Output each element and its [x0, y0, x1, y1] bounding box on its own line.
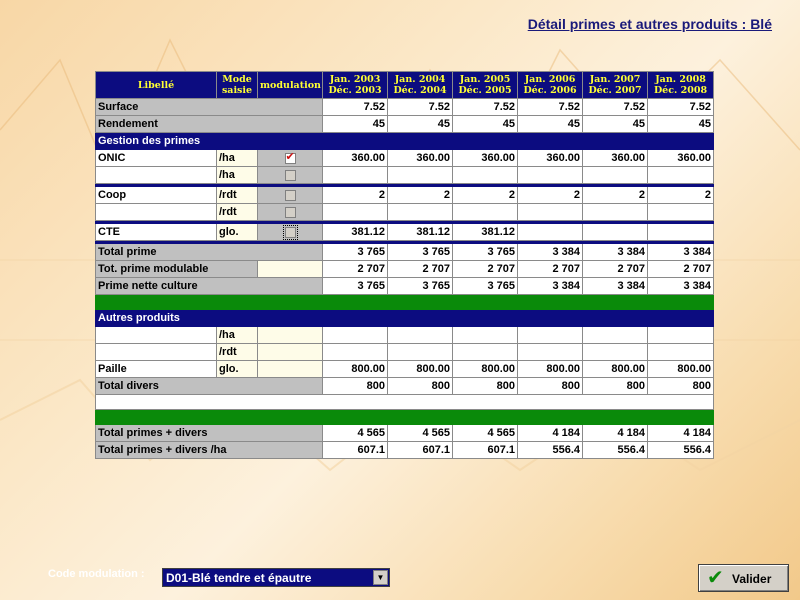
row-surface [96, 99, 714, 116]
modulation-checkbox-cell[interactable] [258, 204, 323, 221]
row-label: Surface [96, 99, 323, 116]
cell-value[interactable] [583, 167, 648, 184]
cell-value[interactable]: 45 [583, 116, 648, 133]
col-header-year-2007: Jan. 2007 Déc. 2007 [583, 72, 648, 99]
checkbox-icon[interactable] [285, 170, 296, 181]
cell-value[interactable]: 800.00 [583, 361, 648, 378]
row-autres-2 [96, 344, 714, 361]
cell-value: 3 765 [453, 278, 518, 295]
cell-value: 4 565 [323, 425, 388, 442]
cell-value[interactable]: 7.52 [388, 99, 453, 116]
cell-value: 800 [453, 378, 518, 395]
row-prime-nette [96, 278, 714, 295]
cell-value[interactable]: 800.00 [453, 361, 518, 378]
cell-value[interactable]: 2 [583, 187, 648, 204]
cell-value: 3 765 [323, 278, 388, 295]
cell-value: 2 707 [453, 261, 518, 278]
cell-value[interactable] [323, 327, 388, 344]
mode-saisie[interactable]: /ha [217, 167, 258, 184]
cell-value: 800 [388, 378, 453, 395]
section-title: Gestion des primes [96, 133, 714, 150]
checkmark-icon: ✔ [707, 567, 724, 589]
row-label: Total prime [96, 244, 323, 261]
mode-saisie[interactable]: glo. [217, 361, 258, 378]
mode-saisie[interactable]: /rdt [217, 344, 258, 361]
mode-saisie[interactable]: /ha [217, 327, 258, 344]
green-band [96, 295, 714, 310]
cell-value[interactable]: 7.52 [583, 99, 648, 116]
cell-value[interactable]: 7.52 [453, 99, 518, 116]
cell-value[interactable] [583, 344, 648, 361]
cell-value[interactable] [518, 327, 583, 344]
section-autres-produits [96, 310, 714, 327]
cell-value[interactable] [648, 344, 714, 361]
cell-value[interactable]: 45 [388, 116, 453, 133]
modulation-checkbox-cell[interactable] [258, 150, 323, 167]
row-cte [96, 224, 714, 241]
checkbox-icon[interactable] [285, 227, 296, 238]
row-label: Total primes + divers /ha [96, 442, 323, 459]
cell-value: 556.4 [583, 442, 648, 459]
cell-value[interactable] [518, 204, 583, 221]
modulation-cell [258, 361, 323, 378]
row-label[interactable]: ONIC [96, 150, 217, 167]
cell-value[interactable] [323, 204, 388, 221]
checkbox-icon[interactable] [285, 190, 296, 201]
cell-value[interactable] [388, 204, 453, 221]
cell-value[interactable] [583, 224, 648, 241]
cell-value: 2 707 [583, 261, 648, 278]
cell-value[interactable]: 360.00 [453, 150, 518, 167]
row-label: Tot. prime modulable [96, 261, 258, 278]
cell-value[interactable] [388, 167, 453, 184]
checkbox-icon[interactable] [285, 207, 296, 218]
checkbox-checked-icon[interactable] [285, 153, 296, 164]
row-total-primes-divers-ha [96, 442, 714, 459]
col-header-year-2004: Jan. 2004 Déc. 2004 [388, 72, 453, 99]
cell-value[interactable] [648, 167, 714, 184]
primes-table [95, 71, 714, 459]
row-onic [96, 150, 714, 167]
cell-value[interactable]: 381.12 [323, 224, 388, 241]
col-header-year-2003: Jan. 2003 Déc. 2003 [323, 72, 388, 99]
cell-value: 3 765 [453, 244, 518, 261]
row-tot-prime-modulable [96, 261, 714, 278]
row-autres-1 [96, 327, 714, 344]
cell-value[interactable]: 800.00 [323, 361, 388, 378]
mode-saisie[interactable]: /ha [217, 150, 258, 167]
cell-value: 3 765 [388, 278, 453, 295]
row-label[interactable]: CTE [96, 224, 217, 241]
col-header-libelle: Libellé [96, 72, 217, 99]
cell-value: 4 565 [388, 425, 453, 442]
cell-value[interactable] [583, 204, 648, 221]
cell-value[interactable] [648, 224, 714, 241]
row-paille [96, 361, 714, 378]
row-coop-2 [96, 204, 714, 221]
cell-value[interactable] [453, 327, 518, 344]
cell-value: 800 [648, 378, 714, 395]
cell-value[interactable]: 7.52 [323, 99, 388, 116]
header-row [96, 72, 714, 99]
row-label[interactable] [96, 327, 217, 344]
row-total-divers [96, 378, 714, 395]
cell-value[interactable] [648, 204, 714, 221]
cell-value: 3 384 [648, 278, 714, 295]
cell-value: 607.1 [388, 442, 453, 459]
row-rendement [96, 116, 714, 133]
cell-value[interactable] [453, 204, 518, 221]
cell-value[interactable] [323, 167, 388, 184]
row-label[interactable] [96, 344, 217, 361]
cell-value: 3 765 [323, 244, 388, 261]
cell-value: 2 707 [388, 261, 453, 278]
cell-value: 800 [518, 378, 583, 395]
cell-value[interactable]: 45 [323, 116, 388, 133]
col-header-year-2006: Jan. 2006 Déc. 2006 [518, 72, 583, 99]
cell-value: 2 707 [518, 261, 583, 278]
row-label: Total primes + divers [96, 425, 323, 442]
modulation-cell [258, 344, 323, 361]
cell-value[interactable]: 45 [648, 116, 714, 133]
mode-saisie[interactable]: /rdt [217, 187, 258, 204]
cell-value: 607.1 [453, 442, 518, 459]
cell-value[interactable] [388, 344, 453, 361]
blank-row [96, 395, 714, 410]
cell-value: 556.4 [518, 442, 583, 459]
col-header-year-2008: Jan. 2008 Déc. 2008 [648, 72, 714, 99]
code-modulation-select[interactable] [162, 568, 390, 587]
cell-value[interactable]: 2 [388, 187, 453, 204]
valider-label: Valider [732, 572, 772, 586]
cell-value[interactable]: 381.12 [388, 224, 453, 241]
cell-value: 556.4 [648, 442, 714, 459]
cell-value[interactable] [388, 327, 453, 344]
code-modulation-label: Code modulation : [48, 568, 145, 580]
cell-value: 3 384 [518, 278, 583, 295]
row-coop [96, 187, 714, 204]
valider-button[interactable] [698, 564, 789, 592]
cell-value[interactable]: 381.12 [453, 224, 518, 241]
cell-value: 3 384 [518, 244, 583, 261]
row-total-prime [96, 244, 714, 261]
green-band [96, 410, 714, 425]
modulation-cell [258, 261, 323, 278]
cell-value[interactable] [518, 344, 583, 361]
cell-value[interactable] [583, 327, 648, 344]
section-gestion-primes [96, 133, 714, 150]
row-label[interactable]: Paille [96, 361, 217, 378]
cell-value[interactable]: 800.00 [648, 361, 714, 378]
cell-value[interactable]: 2 [453, 187, 518, 204]
cell-value[interactable]: 360.00 [323, 150, 388, 167]
modulation-checkbox-cell[interactable] [258, 187, 323, 204]
cell-value[interactable]: 360.00 [518, 150, 583, 167]
cell-value[interactable]: 7.52 [518, 99, 583, 116]
mode-saisie[interactable]: glo. [217, 224, 258, 241]
cell-value[interactable] [518, 224, 583, 241]
cell-value[interactable]: 2 [648, 187, 714, 204]
modulation-cell [258, 327, 323, 344]
cell-value: 800 [323, 378, 388, 395]
col-header-modulation: modulation [258, 72, 323, 99]
col-header-mode: Mode saisie [217, 72, 258, 99]
cell-value: 4 184 [518, 425, 583, 442]
cell-value[interactable] [323, 344, 388, 361]
cell-value: 800 [583, 378, 648, 395]
cell-value[interactable]: 7.52 [648, 99, 714, 116]
modulation-checkbox-cell[interactable] [258, 167, 323, 184]
cell-value[interactable] [648, 327, 714, 344]
cell-value: 3 384 [648, 244, 714, 261]
page-title: Détail primes et autres produits : Blé [527, 16, 772, 32]
code-modulation-value: D01-Blé tendre et épautre [166, 571, 312, 585]
cell-value: 4 565 [453, 425, 518, 442]
cell-value: 3 765 [388, 244, 453, 261]
row-label: Prime nette culture [96, 278, 323, 295]
cell-value[interactable]: 800.00 [518, 361, 583, 378]
cell-value[interactable]: 45 [453, 116, 518, 133]
row-label[interactable]: Coop [96, 187, 217, 204]
cell-value: 607.1 [323, 442, 388, 459]
cell-value: 4 184 [583, 425, 648, 442]
mode-saisie[interactable]: /rdt [217, 204, 258, 221]
cell-value[interactable]: 360.00 [583, 150, 648, 167]
cell-value[interactable]: 45 [518, 116, 583, 133]
section-title: Autres produits [96, 310, 714, 327]
row-label[interactable] [96, 204, 217, 221]
cell-value[interactable]: 2 [518, 187, 583, 204]
cell-value[interactable] [453, 167, 518, 184]
cell-value[interactable] [518, 167, 583, 184]
row-label: Total divers [96, 378, 323, 395]
col-header-year-2005: Jan. 2005 Déc. 2005 [453, 72, 518, 99]
cell-value[interactable]: 2 [323, 187, 388, 204]
cell-value[interactable] [453, 344, 518, 361]
dropdown-arrow-icon[interactable]: ▼ [373, 570, 388, 585]
cell-value: 3 384 [583, 244, 648, 261]
cell-value: 4 184 [648, 425, 714, 442]
row-label: Rendement [96, 116, 323, 133]
cell-value[interactable]: 360.00 [648, 150, 714, 167]
cell-value: 2 707 [323, 261, 388, 278]
row-label[interactable] [96, 167, 217, 184]
row-onic-2 [96, 167, 714, 184]
cell-value[interactable]: 800.00 [388, 361, 453, 378]
cell-value: 2 707 [648, 261, 714, 278]
row-total-primes-divers [96, 425, 714, 442]
modulation-checkbox-cell[interactable] [258, 224, 323, 241]
cell-value[interactable]: 360.00 [388, 150, 453, 167]
cell-value: 3 384 [583, 278, 648, 295]
